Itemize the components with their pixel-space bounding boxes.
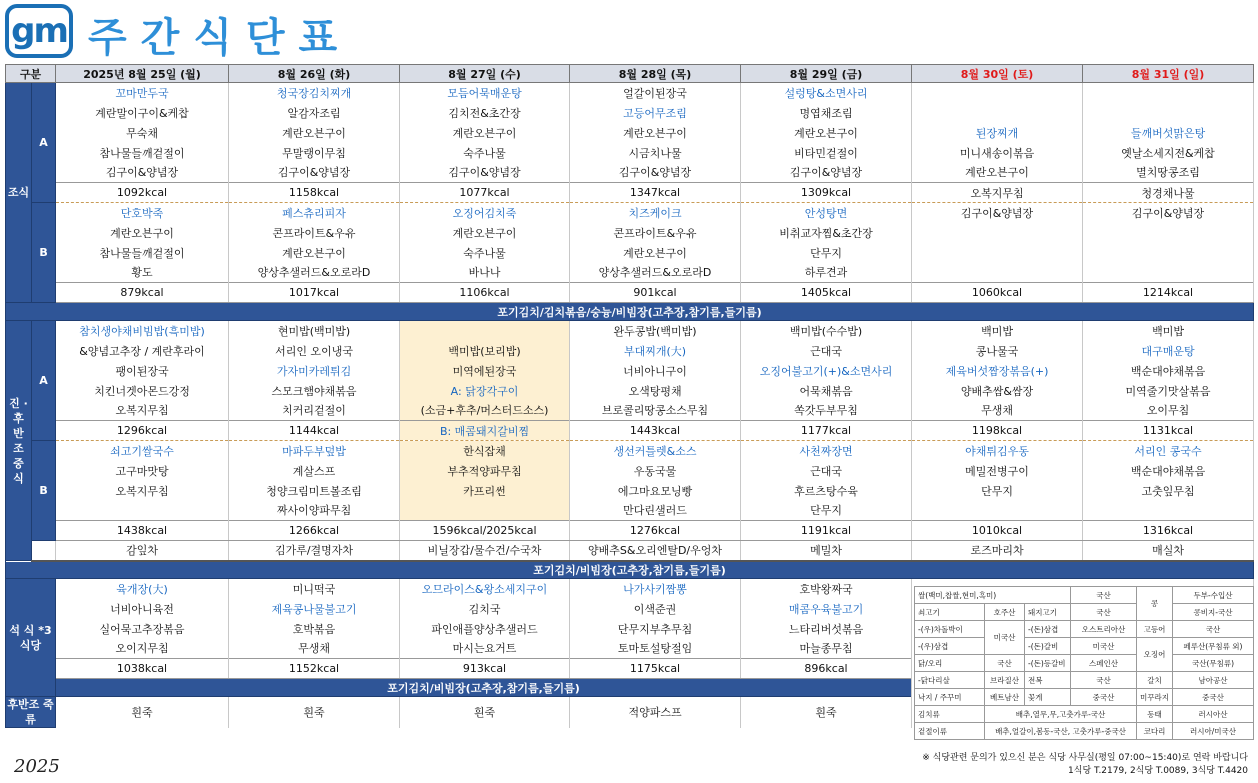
menu-item: 참나물들깨겉절이 [56, 143, 229, 163]
menu-item: 만다린샐러드 [570, 501, 741, 521]
menu-row [6, 501, 1254, 521]
course-b: B [32, 203, 56, 303]
origin-row [915, 604, 1254, 621]
tea-item [32, 541, 56, 561]
menu-item: 김구이&양념장 [56, 163, 229, 183]
menu-item: 계란오븐구이 [570, 123, 741, 143]
menu-item: 오징어김치죽 [400, 203, 570, 223]
origin-row [915, 723, 1254, 740]
day-header: 2025년 8월 25일 (월) [56, 65, 229, 83]
phone-numbers: 1식당 T.2179, 2식당 T.0089, 3식당 T.4420 [1068, 766, 1248, 776]
menu-item: 비타민겉절이 [741, 143, 912, 163]
origin-country: 배추,열무,무,고춧가루-국산 [985, 706, 1137, 723]
menu-item: A: 닭장각구이 [400, 381, 570, 401]
side-dish-band [6, 561, 1254, 579]
col-label: 구분 [6, 65, 56, 83]
origin-item: -(돈)삼겹 [1025, 621, 1071, 638]
menu-item: 모듬어묵매운탕 [400, 83, 570, 103]
menu-item: 김구이&양념장 [741, 163, 912, 183]
menu-item: 들깨버섯맑은탕 [1083, 123, 1254, 143]
menu-row [6, 203, 1254, 223]
menu-item: 흰죽 [229, 697, 400, 728]
menu-item: 황도 [56, 263, 229, 283]
menu-item: 오징어불고기(+)&소면사리 [741, 361, 912, 381]
menu-item: 계란오븐구이 [912, 163, 1083, 183]
menu-item: 콩나물국 [912, 341, 1083, 361]
origin-country: 국산 [1173, 621, 1254, 638]
menu-row [6, 243, 1254, 263]
menu-item: 참나물들깨겉절이 [56, 243, 229, 263]
menu-item: 치킨너겟아몬드강정 [56, 381, 229, 401]
section-late-porridge: 후반조 죽류 [7, 698, 54, 726]
origin-country: 중국산 [1071, 689, 1137, 706]
origin-item: -닭다리살 [915, 672, 985, 689]
menu-item: 호박왕짜국 [741, 579, 912, 599]
menu-item [912, 243, 1083, 263]
menu-item: 마시는요거트 [400, 639, 570, 659]
menu-item [912, 83, 1083, 103]
menu-item: 계란오븐구이 [400, 223, 570, 243]
kcal-value: 1191kcal [741, 521, 912, 541]
menu-item: 마파두부덮밥 [229, 441, 400, 461]
menu-item: 실어묵고추장볶음 [56, 619, 229, 639]
tea-row [6, 541, 1254, 561]
menu-item: 양상추샐러드&오로라D [229, 263, 400, 283]
menu-item: 설렁탕&소면사리 [741, 83, 912, 103]
kcal-value: 1131kcal [1083, 421, 1254, 441]
menu-item [912, 103, 1083, 123]
kcal-value: 1175kcal [570, 659, 741, 679]
origin-country: 브라질산 [985, 672, 1025, 689]
menu-row [6, 123, 1254, 143]
gm-logo: gm [5, 4, 73, 58]
menu-item: 김구이&양념장 [229, 163, 400, 183]
origin-item: 낙지 / 주꾸미 [915, 689, 985, 706]
menu-item: 오이무침 [1083, 401, 1254, 421]
course-a: A [32, 83, 56, 203]
menu-item: 이색준권 [570, 599, 741, 619]
menu-item: 파인애플양상추샐러드 [400, 619, 570, 639]
tea-item: 감잎차 [56, 541, 229, 561]
menu-item [1083, 243, 1254, 263]
menu-item: 제육콩나물불고기 [229, 599, 400, 619]
menu-item [1083, 103, 1254, 123]
menu-item: 단호박죽 [56, 203, 229, 223]
menu-item: 에그마요모닝빵 [570, 481, 741, 501]
section-dinner: 석 식 *3식당 [6, 579, 56, 697]
menu-item: 부추적양파무침 [400, 461, 570, 481]
menu-item: 백미밥(보리밥) [400, 341, 570, 361]
menu-item: 얼갈이된장국 [570, 83, 741, 103]
menu-item: 알감자조림 [229, 103, 400, 123]
origin-country: 미국산 [985, 621, 1025, 655]
kcal-value: 1152kcal [229, 659, 400, 679]
menu-item: 사천짜장면 [741, 441, 912, 461]
tea-item: 양배추S&오리엔탈D/우엉차 [570, 541, 741, 561]
menu-row [6, 401, 1254, 421]
menu-item: 가자미카레튀김 [229, 361, 400, 381]
menu-item: 시금치나물 [570, 143, 741, 163]
menu-item: 흰죽 [741, 697, 912, 728]
origin-country: 남아공산 [1173, 672, 1254, 689]
origin-country: 국산 [1071, 672, 1137, 689]
menu-item: 백순대야채볶음 [1083, 461, 1254, 481]
kcal-value: 901kcal [570, 283, 741, 303]
menu-item: 오이지무침 [56, 639, 229, 659]
origin-country: 국산 [1071, 604, 1137, 621]
kcal-row [6, 421, 1254, 441]
kcal-value: 1438kcal [56, 521, 229, 541]
kcal-value: 1347kcal [570, 183, 741, 203]
menu-item: 백미밥(수수밥) [741, 321, 912, 341]
footer-note [922, 752, 1248, 778]
menu-item: 너비아니구이 [570, 361, 741, 381]
origin-table [914, 586, 1254, 740]
menu-item: 무숙채 [56, 123, 229, 143]
menu-item: 계란오븐구이 [229, 123, 400, 143]
menu-item: 오므라이스&왕소세지구이 [400, 579, 570, 599]
menu-item: 계란말이구이&케찹 [56, 103, 229, 123]
menu-item: 된장찌개 [912, 123, 1083, 143]
menu-item: 카프리썬 [400, 481, 570, 501]
menu-item [1083, 501, 1254, 521]
menu-item: 짜사이양파무침 [229, 501, 400, 521]
menu-item: 바나나 [400, 263, 570, 283]
day-header: 8월 27일 (수) [400, 65, 570, 83]
menu-row [6, 461, 1254, 481]
page-title: 주간식단표 [88, 15, 352, 61]
menu-item: 후르츠탕수육 [741, 481, 912, 501]
header [0, 0, 1258, 62]
menu-item [912, 263, 1083, 283]
menu-item: 김치국 [400, 599, 570, 619]
kcal-value: 1038kcal [56, 659, 229, 679]
kcal-value: 1316kcal [1083, 521, 1254, 541]
menu-item: 꼬마만두국 [56, 83, 229, 103]
menu-item: 참치생야채비빔밥(흑미밥) [56, 321, 229, 341]
kcal-value: 1017kcal [229, 283, 400, 303]
origin-row [915, 621, 1254, 638]
menu-item: 단무지부추무침 [570, 619, 741, 639]
menu-item: 백미밥 [912, 321, 1083, 341]
menu-item: 흰죽 [56, 697, 229, 728]
menu-item: 오복지무침 [56, 481, 229, 501]
menu-item: 매콤우육불고기 [741, 599, 912, 619]
menu-item: 부대찌개(大) [570, 341, 741, 361]
origin-item: 쌀(백미,찹쌀,현미,흑미) [915, 587, 1071, 604]
origin-country: 두부-수입산 [1173, 587, 1254, 604]
origin-item: 미꾸라지 [1137, 689, 1173, 706]
day-header-weekend: 8월 31일 (일) [1083, 65, 1254, 83]
origin-row [915, 706, 1254, 723]
kcal-value: 1144kcal [229, 421, 400, 441]
menu-item: 고춧잎무침 [1083, 481, 1254, 501]
origin-country: 러시아산 [1173, 706, 1254, 723]
menu-item: 치커리겉절이 [229, 401, 400, 421]
menu-item: 미역줄기맛살볶음 [1083, 381, 1254, 401]
menu-item: 마늘종무침 [741, 639, 912, 659]
tea-item: 김가루/결명자차 [229, 541, 400, 561]
menu-row [6, 103, 1254, 123]
kcal-value: 1198kcal [912, 421, 1083, 441]
menu-item: 김치전&초간장 [400, 103, 570, 123]
menu-item: 백미밥 [1083, 321, 1254, 341]
menu-item: 대구매운탕 [1083, 341, 1254, 361]
day-header: 8월 28일 (목) [570, 65, 741, 83]
origin-item: 고등어 [1137, 621, 1173, 638]
menu-item: 나가사키짬뽕 [570, 579, 741, 599]
menu-row [6, 341, 1254, 361]
menu-row [6, 223, 1254, 243]
day-header: 8월 29일 (금) [741, 65, 912, 83]
side-dish-band [6, 303, 1254, 321]
menu-item: 청경채나물 [1083, 183, 1254, 203]
menu-item: 하루견과 [741, 263, 912, 283]
menu-item: 너비아니육전 [56, 599, 229, 619]
contact-note: ※ 식당관련 문의가 있으신 분은 식당 사무실(평일 07:00~15:40)로 연락 바랍니다 [922, 753, 1248, 763]
origin-country: 베트남산 [985, 689, 1025, 706]
menu-row [6, 263, 1254, 283]
kcal-value: 1405kcal [741, 283, 912, 303]
origin-item: 돼지고기 [1025, 604, 1071, 621]
kcal-value: 1077kcal [400, 183, 570, 203]
origin-country: 스페인산 [1071, 655, 1137, 672]
menu-item: 미니떡국 [229, 579, 400, 599]
menu-row [6, 163, 1254, 183]
menu-row [6, 481, 1254, 501]
menu-item: 청양크림미트볼조림 [229, 481, 400, 501]
menu-item: 생선커틀렛&소스 [570, 441, 741, 461]
menu-item: 육개장(大) [56, 579, 229, 599]
menu-item: 쇠고기쌀국수 [56, 441, 229, 461]
origin-item: 갈치 [1137, 672, 1173, 689]
menu-item: 호박볶음 [229, 619, 400, 639]
menu-item: 팽이된장국 [56, 361, 229, 381]
menu-item: 무말랭이무침 [229, 143, 400, 163]
menu-item: 어묵채볶음 [741, 381, 912, 401]
origin-country: 배추,얼갈이,봄동-국산, 고춧가루-중국산 [985, 723, 1137, 740]
menu-row [6, 321, 1254, 341]
menu-item: 완두콩밥(백미밥) [570, 321, 741, 341]
kcal-value: 1296kcal [56, 421, 229, 441]
menu-item: 안성탕면 [741, 203, 912, 223]
menu-item: 백순대야채볶음 [1083, 361, 1254, 381]
menu-item: 계란오븐구이 [56, 223, 229, 243]
menu-item: 명엽채조림 [741, 103, 912, 123]
origin-item: 오징어 [1137, 638, 1173, 672]
menu-item: 느타리버섯볶음 [741, 619, 912, 639]
menu-item: 우동국물 [570, 461, 741, 481]
tea-item: 메밀차 [741, 541, 912, 561]
origin-item: 김치류 [915, 706, 985, 723]
origin-row [915, 689, 1254, 706]
origin-row [915, 587, 1254, 604]
menu-row [6, 83, 1254, 103]
menu-item: 김구이&양념장 [400, 163, 570, 183]
menu-item [400, 321, 570, 341]
origin-item: -(돈)등갈비 [1025, 655, 1071, 672]
menu-item: 고등어무조림 [570, 103, 741, 123]
menu-item: 메밀전병구이 [912, 461, 1083, 481]
menu-item: 계란오븐구이 [400, 123, 570, 143]
origin-row [915, 638, 1254, 655]
tea-item: 로즈마리차 [912, 541, 1083, 561]
menu-item: 계란오븐구이 [741, 123, 912, 143]
origin-country: 콩비지-국산 [1173, 604, 1254, 621]
band-text: 포기김치/비빔장(고추장,참기름,들기름) [56, 679, 912, 697]
kcal-value: 1214kcal [1083, 283, 1254, 303]
origin-country: 미국산 [1071, 638, 1137, 655]
tea-item: 매실차 [1083, 541, 1254, 561]
menu-item: &양념고추장 / 계란후라이 [56, 341, 229, 361]
menu-item: 흰죽 [400, 697, 570, 728]
kcal-value: 896kcal [741, 659, 912, 679]
origin-item: 닭/오리 [915, 655, 985, 672]
menu-item: 계란오븐구이 [229, 243, 400, 263]
menu-row [6, 143, 1254, 163]
kcal-value: 1092kcal [56, 183, 229, 203]
menu-item: 오복지무침 [56, 401, 229, 421]
origin-country: 호주산 [985, 604, 1025, 621]
menu-item: 스모크햄야채볶음 [229, 381, 400, 401]
kcal-value: 1443kcal [570, 421, 741, 441]
menu-item: 서리인 오이냉국 [229, 341, 400, 361]
menu-item: 페스츄리피자 [229, 203, 400, 223]
menu-item: 제육버섯짬장볶음(+) [912, 361, 1083, 381]
origin-item: 겉절이류 [915, 723, 985, 740]
origin-country: 오스트리아산 [1071, 621, 1137, 638]
menu-item: 단무지 [741, 243, 912, 263]
origin-item: 동태 [1137, 706, 1173, 723]
menu-item: 김구이&양념장 [912, 203, 1083, 223]
day-header: 8월 26일 (화) [229, 65, 400, 83]
origin-item: 쇠고기 [915, 604, 985, 621]
kcal-value: 1106kcal [400, 283, 570, 303]
header-row [6, 65, 1254, 83]
menu-item: 브로콜리땅콩소스무침 [570, 401, 741, 421]
course-b: B [32, 441, 56, 541]
kcal-value: 1060kcal [912, 283, 1083, 303]
origin-item: -(돈)갈비 [1025, 638, 1071, 655]
kcal-value: 1266kcal [229, 521, 400, 541]
menu-item: 무생채 [912, 401, 1083, 421]
origin-country: 국산 [1071, 587, 1137, 604]
menu-item: 미니새송이볶음 [912, 143, 1083, 163]
kcal-row [6, 521, 1254, 541]
menu-item: 쏙갓두부무침 [741, 401, 912, 421]
origin-item: 전복 [1025, 672, 1071, 689]
kcal-row [6, 283, 1254, 303]
menu-item: 고구마맛탕 [56, 461, 229, 481]
kcal-row [6, 183, 1254, 203]
menu-item: 오복지무침 [912, 183, 1083, 203]
origin-item: 코다리 [1137, 723, 1173, 740]
menu-item: 숙주나물 [400, 143, 570, 163]
kcal-value: 1276kcal [570, 521, 741, 541]
menu-row [6, 381, 1254, 401]
tea-item: 비닐장갑/물수건/수국차 [400, 541, 570, 561]
menu-item: 멸치땅콩조림 [1083, 163, 1254, 183]
origin-item: -(우)삼겹 [915, 638, 985, 655]
kcal-value: 1596kcal/2025kcal [400, 521, 570, 541]
origin-row [915, 655, 1254, 672]
menu-item: 토마토설탕절임 [570, 639, 741, 659]
menu-item: 계란오븐구이 [570, 243, 741, 263]
section-breakfast: 조식 [6, 83, 32, 303]
day-header-weekend: 8월 30일 (토) [912, 65, 1083, 83]
menu-item: 무생채 [229, 639, 400, 659]
menu-item: 김구이&양념장 [570, 163, 741, 183]
menu-item: 근대국 [741, 461, 912, 481]
menu-item: 콘프라이트&우유 [229, 223, 400, 243]
kcal-value: 1010kcal [912, 521, 1083, 541]
origin-country: 러시아/미국산 [1173, 723, 1254, 740]
menu-item: 단무지 [741, 501, 912, 521]
menu-item [1083, 83, 1254, 103]
menu-item [56, 501, 229, 521]
kcal-value: 1158kcal [229, 183, 400, 203]
menu-item: 서리인 콩국수 [1083, 441, 1254, 461]
menu-item: 콘프라이트&우유 [570, 223, 741, 243]
menu-item: 청국장김치찌개 [229, 83, 400, 103]
origin-country: 중국산 [1173, 689, 1254, 706]
menu-item: 양배추쌈&쌈장 [912, 381, 1083, 401]
menu-item: 숙주나물 [400, 243, 570, 263]
menu-row [6, 361, 1254, 381]
band-text: 포기김치/비빔장(고추장,참기름,들기름) [6, 561, 1254, 579]
menu-item [1083, 263, 1254, 283]
origin-item: -(우)차돌박이 [915, 621, 985, 638]
kcal-value: 1309kcal [741, 183, 912, 203]
origin-country: 국산 [985, 655, 1025, 672]
menu-item: 오색탕평채 [570, 381, 741, 401]
section-lunch: 진 · 후 반 조 중 식 [6, 321, 32, 561]
origin-country: 페루산(무침류 외) [1173, 638, 1254, 655]
course-a: A [32, 321, 56, 441]
kcal-value: 913kcal [400, 659, 570, 679]
origin-item: 콩 [1137, 587, 1173, 621]
menu-item: 적양파스프 [570, 697, 741, 728]
menu-item: 옛날소세지전&케찹 [1083, 143, 1254, 163]
menu-item [912, 501, 1083, 521]
menu-item [1083, 223, 1254, 243]
menu-item: 양상추샐러드&오로라D [570, 263, 741, 283]
menu-item: 김구이&양념장 [1083, 203, 1254, 223]
signature: 2025 [14, 756, 60, 777]
menu-item: B: 매콤돼지갈비찜 [400, 421, 570, 441]
band-text: 포기김치/김치볶음/숭늉/비빔장(고추장,참기름,들기름) [6, 303, 1254, 321]
kcal-value: 879kcal [56, 283, 229, 303]
menu-item: 치즈케이크 [570, 203, 741, 223]
menu-item: 비취교자찜&초간장 [741, 223, 912, 243]
menu-item [912, 223, 1083, 243]
kcal-value: 1177kcal [741, 421, 912, 441]
menu-item: 야채튀김우동 [912, 441, 1083, 461]
menu-item [400, 501, 570, 521]
origin-row [915, 672, 1254, 689]
menu-item: (소금+후추/머스터드소스) [400, 401, 570, 421]
menu-row [6, 441, 1254, 461]
menu-item: 한식잡채 [400, 441, 570, 461]
menu-item: 계살스프 [229, 461, 400, 481]
menu-item: 현미밥(백미밥) [229, 321, 400, 341]
menu-item: 근대국 [741, 341, 912, 361]
menu-item: 단무지 [912, 481, 1083, 501]
origin-country: 국산(무침류) [1173, 655, 1254, 672]
origin-item: 꽃게 [1025, 689, 1071, 706]
menu-item: 미역에된장국 [400, 361, 570, 381]
